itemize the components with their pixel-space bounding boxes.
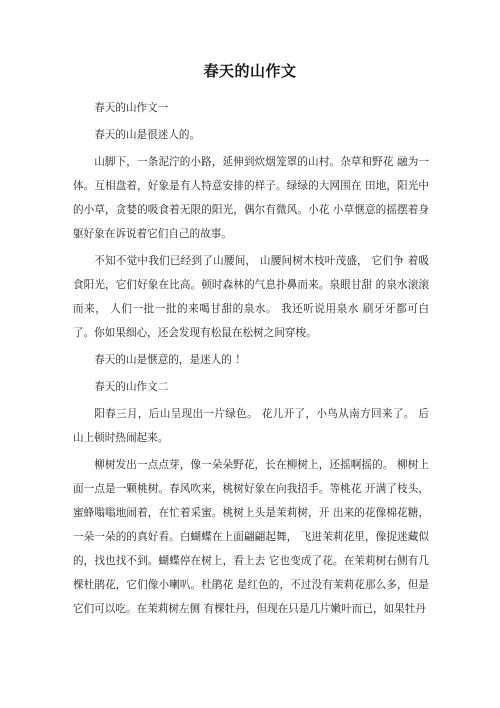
paragraph: 山脚下，一条泥泞的小路，延伸到炊烟笼罩的山村。杂草和野花 融为一体。互相盘着，好象是有人特意安排的样子。绿绿的大网围在 田地，阳光中的小草，贪婪的吸食着无限的阳光，偶尔有微风。小花 小草惬意的摇摆着身躯好象在诉说着它们自己的故事。 [73,156,429,240]
paragraph: 不知不觉中我们已经到了山腰间， 山腰间树木枝叶茂盛， 它们争 着吸食阳光，它们好象在比高。顿时森林的气息扑鼻而来。泉眼甘甜 的泉水滚滚而来， 人们一批一批的来喝甘甜的泉水。 我还听说用泉水 刷牙牙都可白了。你如果细心，还会发现有松鼠在松树之间穿梭。 [73,255,429,339]
paragraph: 春天的山是惬意的，是迷人的 ！ [94,354,246,366]
paragraph: 春天的山是很迷人的。 [94,129,201,141]
paragraph: 柳树发出一点点芽，像一朵朵野花，长在柳树上，还摇啊摇的。 柳树上面一点是一颗桃树。春风吹来，桃树好象在向我招手。等桃花 开满了枝头，蜜蜂嗡嗡地闹着，在忙着采蜜。桃树上头是茉莉树，开 出来的花像棉花糖，一朵一朵的的真好看。白蝴蝶在上面翩翩起舞， 飞进茉莉花里，像捉迷藏似的，找也找不到。蝴蝶停在树上，看上去 它也变成了花。在茉莉树右侧有几棵杜鹃花，它们像小喇叭。杜鹃花 是红色的，不过没有茉莉花那么多，但是它们可以吃。在茉莉树左侧 有棵牡丹，但现在只是几片嫩叶而已，如果牡丹 [73,459,429,615]
section-heading-1: 春天的山作文一 [94,102,169,114]
document-title: 春天的山作文 [203,62,297,80]
section-heading-2: 春天的山作文二 [94,381,169,393]
paragraph: 阳春三月，后山呈现出一片绿色。 花儿开了，小鸟从南方回来了。 后山上顿时热闹起来。 [73,408,429,444]
document-body [73,96,429,621]
